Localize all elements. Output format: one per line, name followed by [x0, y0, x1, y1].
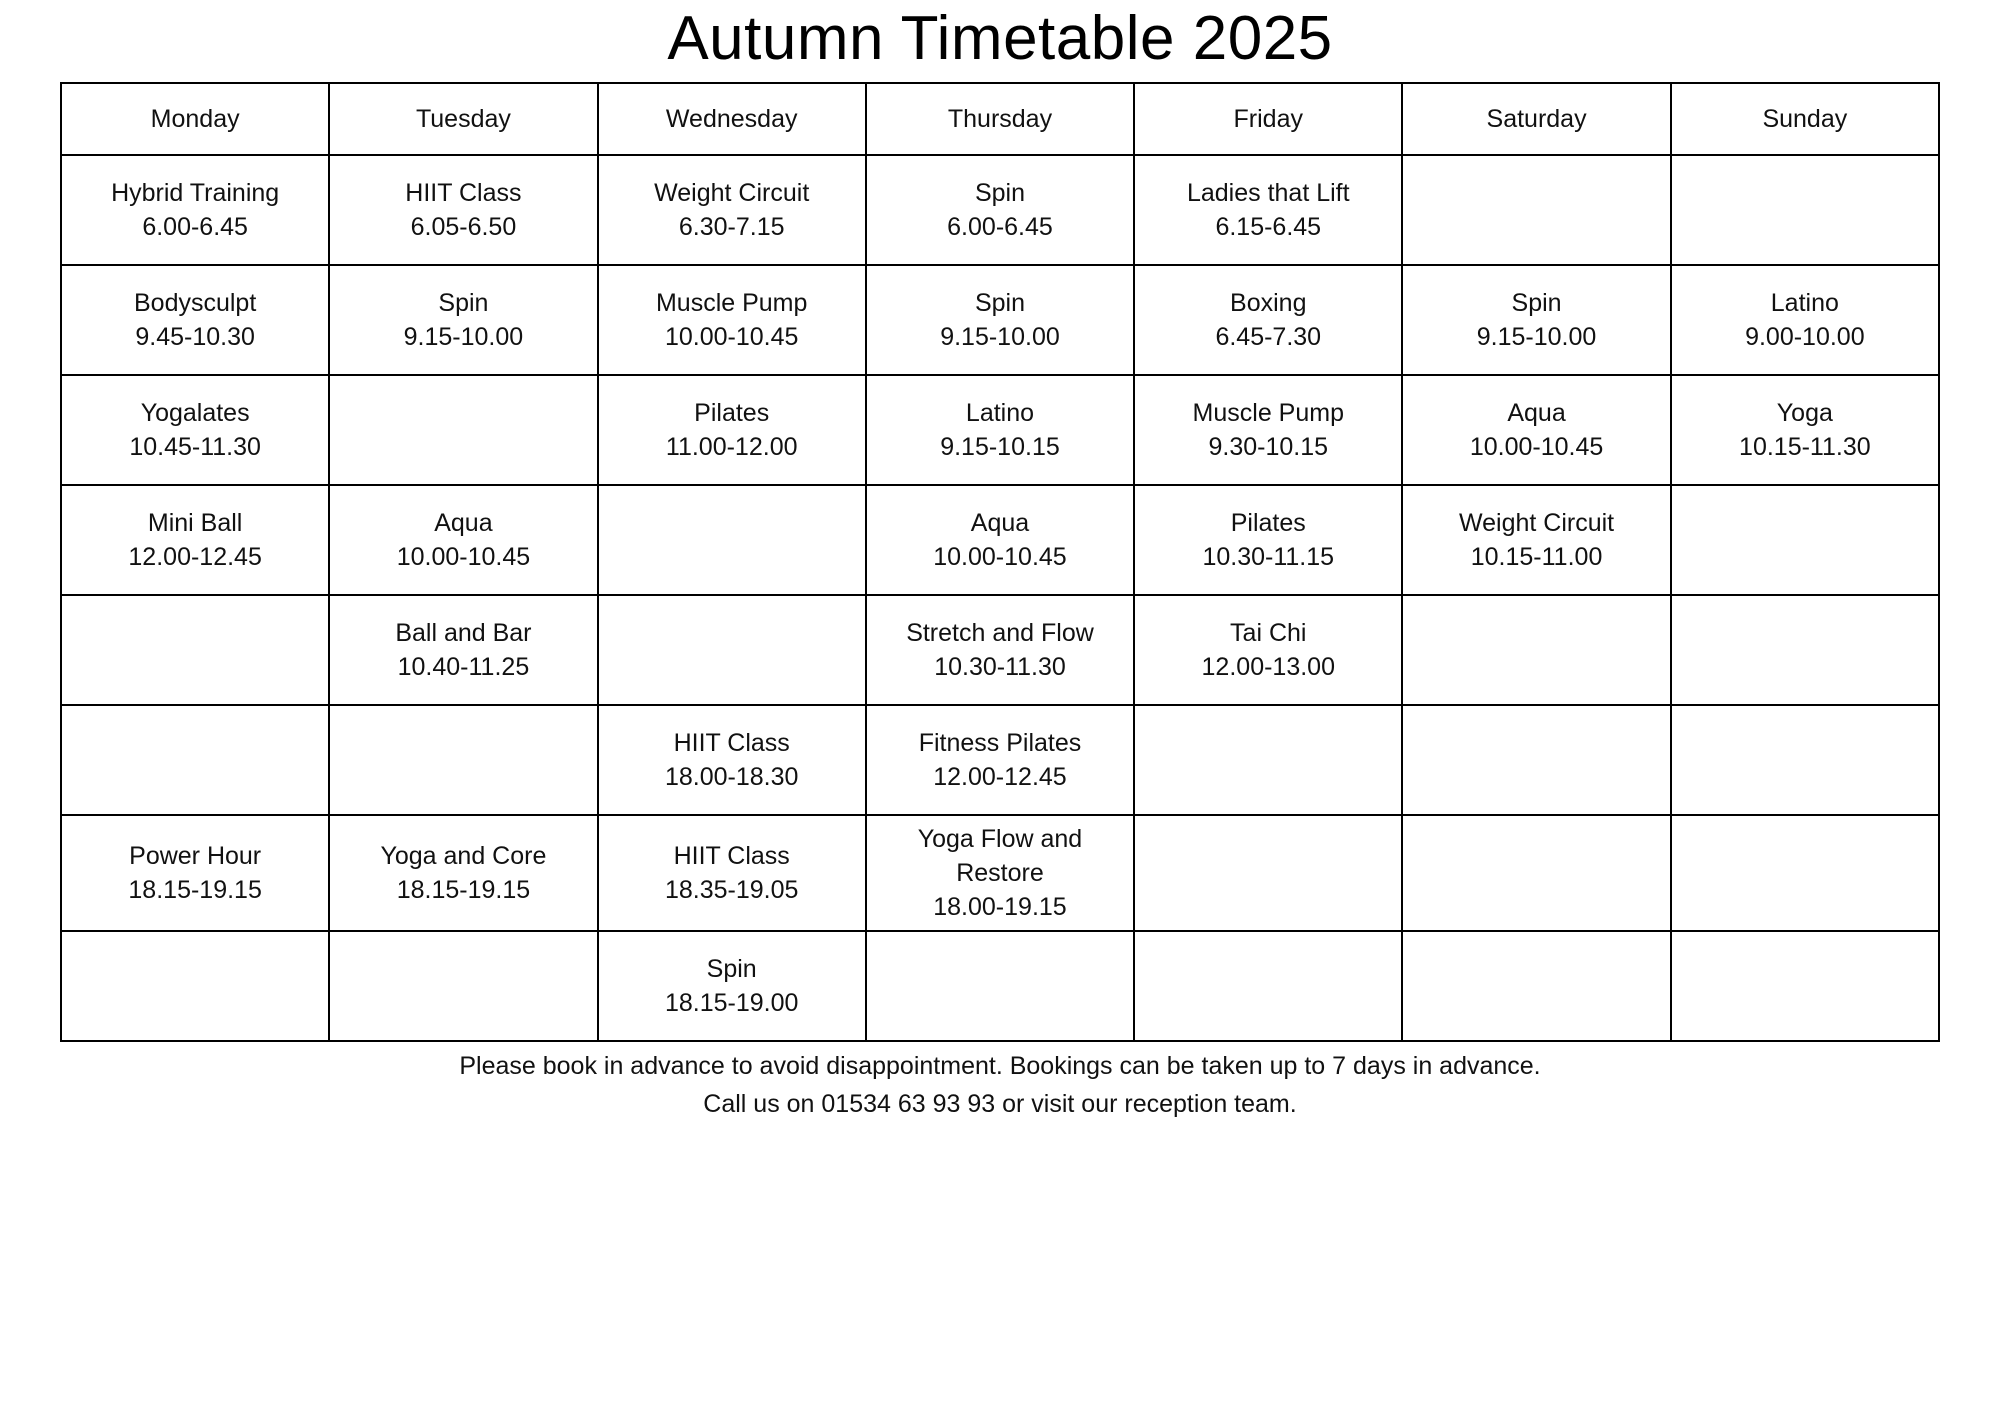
class-name: Muscle Pump	[1192, 399, 1344, 427]
class-time: 10.45-11.30	[129, 433, 261, 461]
class-name: Yogalates	[140, 399, 250, 427]
footer-line-booking: Please book in advance to avoid disappointment. Bookings can be taken up to 7 days in advance.	[459, 1052, 1541, 1080]
class-cell-empty	[598, 485, 866, 595]
table-row	[61, 265, 1939, 375]
class-cell	[866, 155, 1134, 265]
timetable-body	[61, 155, 1939, 1041]
class-cell-empty	[1402, 595, 1670, 705]
class-cell	[329, 155, 597, 265]
class-cell	[1671, 265, 1939, 375]
class-cell	[1402, 485, 1670, 595]
class-name: Latino	[965, 399, 1035, 427]
class-time: 9.30-10.15	[1208, 433, 1329, 461]
column-header-tuesday: Tuesday	[329, 83, 597, 155]
class-cell-empty	[1402, 705, 1670, 815]
class-name: Mini Ball	[147, 509, 243, 537]
class-time: 9.45-10.30	[135, 323, 255, 351]
class-cell-empty	[1402, 931, 1670, 1041]
class-name: Ladies that Lift	[1186, 179, 1350, 207]
class-time: 10.30-11.30	[934, 653, 1066, 681]
class-name: Bodysculpt	[133, 289, 257, 317]
class-time: 12.00-12.45	[128, 543, 262, 571]
class-name: HIIT Class	[405, 179, 522, 207]
class-time: 18.15-19.15	[128, 876, 262, 904]
class-name: Aqua	[434, 509, 493, 537]
class-time: 10.00-10.45	[1469, 433, 1604, 461]
class-cell	[329, 815, 597, 931]
class-cell	[1134, 375, 1402, 485]
class-name: Ball and Bar	[395, 619, 532, 647]
class-name: Spin	[974, 289, 1025, 317]
class-time: 9.15-10.00	[403, 323, 524, 351]
class-cell	[329, 485, 597, 595]
class-cell-empty	[61, 705, 329, 815]
class-time: 6.05-6.50	[410, 213, 517, 241]
class-cell	[1134, 155, 1402, 265]
class-cell-empty	[1134, 815, 1402, 931]
class-time: 9.15-10.00	[1476, 323, 1597, 351]
class-cell-empty	[598, 595, 866, 705]
class-time: 18.00-19.15	[933, 893, 1067, 921]
class-cell	[598, 155, 866, 265]
class-time: 10.00-10.45	[396, 543, 531, 571]
class-time: 10.40-11.25	[397, 653, 530, 681]
class-cell-empty	[1671, 705, 1939, 815]
class-name: Aqua	[1507, 399, 1566, 427]
table-row	[61, 485, 1939, 595]
class-time: 10.00-10.45	[664, 323, 799, 351]
class-time: 18.35-19.05	[664, 876, 799, 904]
column-header-friday: Friday	[1134, 83, 1402, 155]
class-name: Pilates	[1230, 509, 1306, 537]
class-cell	[866, 485, 1134, 595]
class-cell-empty	[866, 931, 1134, 1041]
class-cell-empty	[1671, 155, 1939, 265]
class-cell-empty	[1671, 815, 1939, 931]
class-cell	[598, 705, 866, 815]
class-cell	[61, 155, 329, 265]
class-cell	[1402, 375, 1670, 485]
class-cell-empty	[1134, 931, 1402, 1041]
class-time: 9.15-10.15	[940, 433, 1060, 461]
class-name: Weight Circuit	[654, 179, 810, 207]
class-cell	[1134, 485, 1402, 595]
class-name: Yoga	[1776, 399, 1833, 427]
table-row	[61, 931, 1939, 1041]
class-cell	[598, 375, 866, 485]
class-cell	[866, 815, 1134, 931]
timetable	[60, 82, 1940, 1042]
class-name: Spin	[706, 955, 757, 983]
class-cell-empty	[329, 705, 597, 815]
timetable-header	[61, 83, 1939, 155]
class-time: 9.00-10.00	[1745, 323, 1865, 351]
table-row	[61, 595, 1939, 705]
class-cell-empty	[61, 595, 329, 705]
class-cell-empty	[1671, 485, 1939, 595]
class-time: 18.15-19.15	[396, 876, 531, 904]
class-cell	[866, 595, 1134, 705]
class-cell-empty	[1671, 595, 1939, 705]
class-time: 18.00-18.30	[664, 763, 799, 791]
class-name: Aqua	[970, 509, 1030, 537]
class-name: Tai Chi	[1230, 619, 1307, 647]
class-name: Weight Circuit	[1458, 509, 1615, 537]
class-time: 10.15-11.00	[1470, 543, 1603, 571]
class-cell	[61, 375, 329, 485]
header-row	[61, 83, 1939, 155]
column-header-saturday: Saturday	[1402, 83, 1670, 155]
class-cell-empty	[1671, 931, 1939, 1041]
class-cell	[329, 595, 597, 705]
class-cell	[1134, 265, 1402, 375]
class-cell-empty	[1402, 155, 1670, 265]
footer-line-contact: Call us on 01534 63 93 93 or visit our reception team.	[703, 1089, 1297, 1118]
class-cell	[866, 375, 1134, 485]
class-time: 11.00-12.00	[665, 433, 798, 461]
class-time: 6.30-7.15	[678, 213, 785, 241]
table-row	[61, 705, 1939, 815]
class-time: 12.00-12.45	[933, 763, 1067, 791]
class-cell	[61, 815, 329, 931]
class-name: Stretch and Flow	[906, 619, 1094, 647]
table-row	[61, 375, 1939, 485]
class-time: 10.15-11.30	[1739, 433, 1871, 461]
class-cell	[1402, 265, 1670, 375]
class-cell-empty	[329, 375, 597, 485]
class-cell	[1134, 595, 1402, 705]
class-time: 6.00-6.45	[947, 213, 1053, 241]
class-name: Hybrid Training	[111, 179, 280, 207]
column-header-sunday: Sunday	[1671, 83, 1939, 155]
class-time: 18.15-19.00	[664, 989, 799, 1017]
column-header-wednesday: Wednesday	[598, 83, 866, 155]
table-row	[61, 155, 1939, 265]
class-name: Spin	[1511, 289, 1562, 317]
class-cell	[61, 265, 329, 375]
class-cell	[866, 705, 1134, 815]
class-name: HIIT Class	[673, 729, 790, 757]
class-time: 6.45-7.30	[1215, 323, 1322, 351]
class-cell	[1671, 375, 1939, 485]
class-name: HIIT Class	[673, 842, 790, 870]
class-name: Latino	[1770, 289, 1839, 317]
table-row	[61, 815, 1939, 931]
page-title: Autumn Timetable 2025	[667, 4, 1333, 73]
column-header-thursday: Thursday	[866, 83, 1134, 155]
class-cell-empty	[61, 931, 329, 1041]
class-name: Muscle Pump	[655, 289, 808, 317]
class-name: Boxing	[1230, 289, 1307, 317]
class-cell	[61, 485, 329, 595]
class-cell	[598, 265, 866, 375]
class-time: 10.30-11.15	[1202, 543, 1335, 571]
class-name: Power Hour	[129, 842, 262, 870]
class-cell	[598, 815, 866, 931]
class-cell	[329, 265, 597, 375]
class-cell	[598, 931, 866, 1041]
class-cell-empty	[1134, 705, 1402, 815]
column-header-monday: Monday	[61, 83, 329, 155]
class-name: Yoga and Core	[380, 842, 547, 870]
class-time: 6.15-6.45	[1215, 213, 1322, 241]
class-time: 6.00-6.45	[142, 213, 248, 241]
class-name: Fitness Pilates	[918, 729, 1082, 757]
class-cell-empty	[329, 931, 597, 1041]
class-name: Pilates	[694, 399, 770, 427]
class-name: Yoga Flow and Restore	[917, 825, 1083, 887]
class-time: 9.15-10.00	[940, 323, 1060, 351]
class-name: Spin	[438, 289, 489, 317]
class-cell-empty	[1402, 815, 1670, 931]
class-name: Spin	[974, 179, 1025, 207]
class-time: 10.00-10.45	[933, 543, 1067, 571]
class-cell	[866, 265, 1134, 375]
class-time: 12.00-13.00	[1201, 653, 1335, 681]
footer-note	[60, 1048, 1940, 1123]
